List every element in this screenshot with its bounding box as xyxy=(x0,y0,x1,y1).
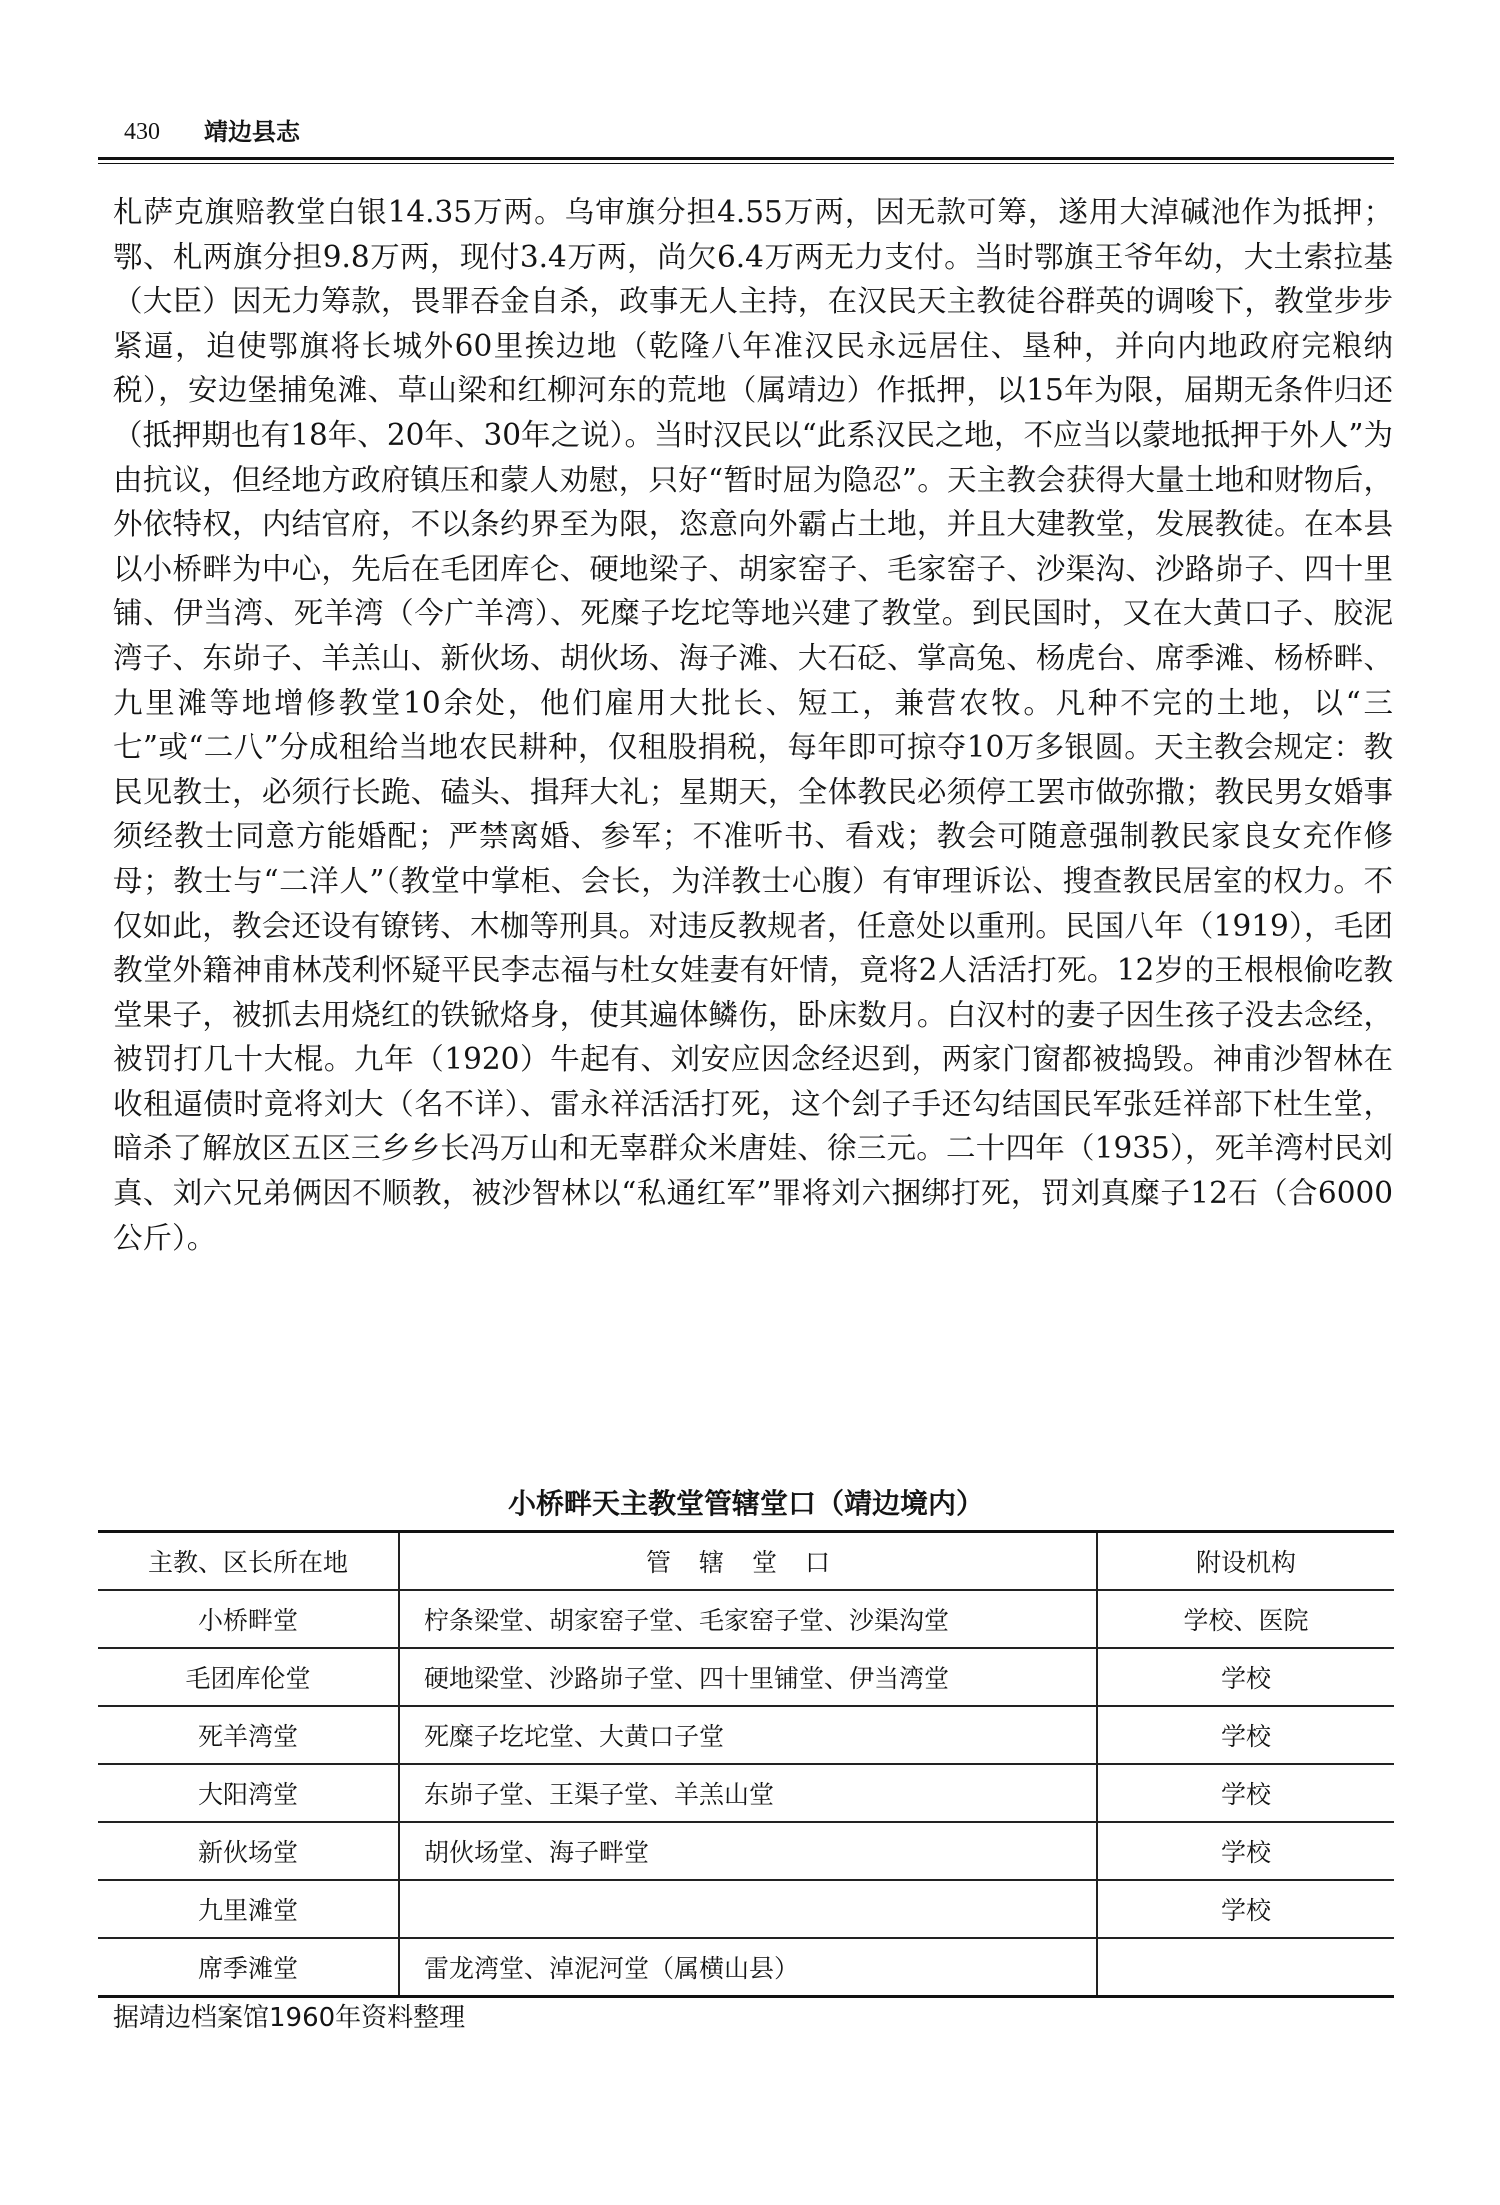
cell-parishes: 东峁子堂、王渠子堂、羊羔山堂 xyxy=(399,1764,1097,1822)
cell-facilities xyxy=(1097,1938,1394,1997)
table-row xyxy=(98,1880,1394,1938)
header-cell-parishes: 管辖堂口 xyxy=(399,1532,1097,1591)
table-header-row xyxy=(98,1532,1394,1591)
table-row xyxy=(98,1938,1394,1997)
header-rule-thin xyxy=(98,163,1394,164)
table-row xyxy=(98,1706,1394,1764)
cell-parishes: 柠条梁堂、胡家窑子堂、毛家窑子堂、沙渠沟堂 xyxy=(399,1590,1097,1648)
cell-parishes xyxy=(399,1880,1097,1938)
page-header xyxy=(112,112,1392,152)
table-row xyxy=(98,1822,1394,1880)
cell-parishes: 死糜子圪坨堂、大黄口子堂 xyxy=(399,1706,1097,1764)
cell-location: 席季滩堂 xyxy=(98,1938,399,1997)
cell-location: 新伙场堂 xyxy=(98,1822,399,1880)
header-cell-facilities: 附设机构 xyxy=(1097,1532,1394,1591)
body-paragraph: 札萨克旗赔教堂白银14.35万两。乌审旗分担4.55万两，因无款可筹，遂用大淖碱池作为抵押；鄂、札两旗分担9.8万两，现付3.4万两，尚欠6.4万两无力支付。当时鄂旗王爷年幼，大土索拉基（大臣）因无力筹款，畏罪吞金自杀，政事无人主持，在汉民天主教徒谷群英的调唆下，教堂步步紧逼，迫使鄂旗将长城外60里挨边地（乾隆八年准汉民永远居住、垦种，并向内地政府完粮纳税），安边堡捕兔滩、草山梁和红柳河东的荒地（属靖边）作抵押，以15年为限，届期无条件归还（抵押期也有18年、20年、30年之说）。当时汉民以“此系汉民之地，不应当以蒙地抵押于外人”为由抗议，但经地方政府镇压和蒙人劝慰，只好“暂时屈为隐忍”。天主教会获得大量土地和财物后，外依特权，内结官府，不以条约界至为限，恣意向外霸占土地，并且大建教堂，发展教徒。在本县以小桥畔为中心，先后在毛团库仑、硬地梁子、胡家窑子、毛家窑子、沙渠沟、沙路峁子、四十里铺、伊当湾、死羊湾（今广羊湾）、死糜子圪坨等地兴建了教堂。到民国时，又在大黄口子、胶泥湾子、东峁子、羊羔山、新伙场、胡伙场、海子滩、大石砭、掌高兔、杨虎台、席季滩、杨桥畔、九里滩等地增修教堂10余处，他们雇用大批长、短工，兼营农牧。凡种不完的土地，以“三七”或“二八”分成租给当地农民耕种，仅租股捐税，每年即可掠夺10万多银圆。天主教会规定：教民见教士，必须行长跪、磕头、揖拜大礼；星期天，全体教民必须停工罢市做弥撒；教民男女婚事须经教士同意方能婚配；严禁离婚、参军；不准听书、看戏；教会可随意强制教民家良女充作修母；教士与“二洋人”（教堂中掌柜、会长，为洋教士心腹）有审理诉讼、搜查教民居室的权力。不仅如此，教会还设有镣铐、木枷等刑具。对违反教规者，任意处以重刑。民国八年（1919），毛团教堂外籍神甫林茂利怀疑平民李志福与杜女娃妻有奸情，竟将2人活活打死。12岁的王根根偷吃教堂果子，被抓去用烧红的铁锨烙身，使其遍体鳞伤，卧床数月。白汉村的妻子因生孩子没去念经，被罚打几十大棍。九年（1920）牛起有、刘安应因念经迟到，两家门窗都被捣毁。神甫沙智林在收租逼债时竟将刘大（名不详）、雷永祥活活打死，这个刽子手还勾结国民军张廷祥部下杜生堂，暗杀了解放区五区三乡乡长冯万山和无辜群众米唐娃、徐三元。二十四年（1935），死羊湾村民刘真、刘六兄弟俩因不顺教，被沙智林以“私通红军”罪将刘六捆绑打死，罚刘真糜子12石（合6000公斤）。 xyxy=(113,195,1393,1255)
header-cell-location: 主教、区长所在地 xyxy=(98,1532,399,1591)
page-number: 430 xyxy=(124,119,160,145)
table-row xyxy=(98,1590,1394,1648)
parish-table xyxy=(98,1530,1394,1998)
header-rule-thick xyxy=(98,157,1394,160)
cell-parishes: 雷龙湾堂、淖泥河堂（属横山县） xyxy=(399,1938,1097,1997)
book-title: 靖边县志 xyxy=(204,118,300,146)
cell-location: 大阳湾堂 xyxy=(98,1764,399,1822)
cell-location: 小桥畔堂 xyxy=(98,1590,399,1648)
cell-facilities: 学校 xyxy=(1097,1764,1394,1822)
cell-location: 死羊湾堂 xyxy=(98,1706,399,1764)
cell-location: 毛团库伦堂 xyxy=(98,1648,399,1706)
cell-location: 九里滩堂 xyxy=(98,1880,399,1938)
table-row xyxy=(98,1764,1394,1822)
table-row xyxy=(98,1648,1394,1706)
source-note: 据靖边档案馆1960年资料整理 xyxy=(113,2003,466,2033)
cell-facilities: 学校 xyxy=(1097,1880,1394,1938)
cell-facilities: 学校 xyxy=(1097,1822,1394,1880)
table-title: 小桥畔天主教堂管辖堂口（靖边境内） xyxy=(507,1487,984,1520)
cell-parishes: 硬地梁堂、沙路峁子堂、四十里铺堂、伊当湾堂 xyxy=(399,1648,1097,1706)
cell-parishes: 胡伙场堂、海子畔堂 xyxy=(399,1822,1097,1880)
cell-facilities: 学校 xyxy=(1097,1706,1394,1764)
cell-facilities: 学校、医院 xyxy=(1097,1590,1394,1648)
cell-facilities: 学校 xyxy=(1097,1648,1394,1706)
